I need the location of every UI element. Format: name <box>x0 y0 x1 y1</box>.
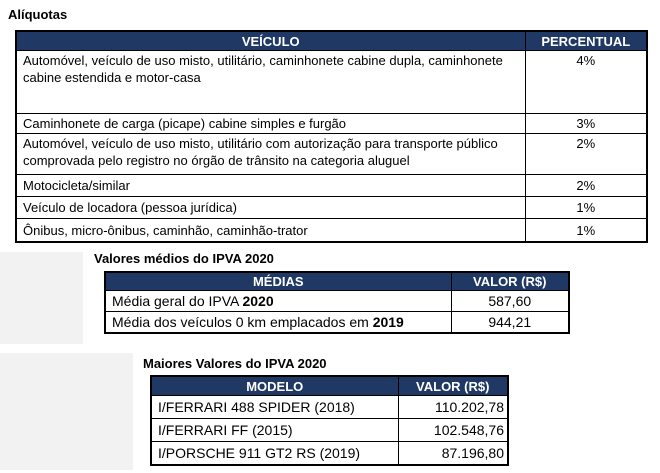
media-value-cell: 587,60 <box>451 291 569 312</box>
percent-cell: 3% <box>525 114 647 134</box>
maiores-valores-col-modelo: MODELO <box>151 376 398 396</box>
media-label-year: 2020 <box>242 293 274 309</box>
vehicle-cell: Ônibus, micro-ônibus, caminhão, caminhão-trator <box>16 219 525 243</box>
table-row <box>16 197 647 219</box>
media-label-text: Média dos veículos 0 km emplacados em <box>112 314 373 330</box>
model-cell: I/FERRARI 488 SPIDER (2018) <box>151 396 398 419</box>
model-cell: I/PORSCHE 911 GT2 RS (2019) <box>151 442 398 466</box>
aliquotas-header-row <box>16 31 647 51</box>
maiores-valores-title: Maiores Valores do IPVA 2020 <box>143 356 327 371</box>
table-row <box>16 134 647 175</box>
table-row <box>16 51 647 114</box>
model-cell: I/FERRARI FF (2015) <box>151 419 398 442</box>
valores-medios-table <box>104 271 570 334</box>
aliquotas-title: Alíquotas <box>8 7 68 22</box>
media-label-year: 2019 <box>372 314 404 330</box>
percent-cell: 2% <box>525 134 647 175</box>
percent-cell: 1% <box>525 219 647 243</box>
aliquotas-col-percentual: PERCENTUAL <box>525 31 647 51</box>
table-row <box>151 396 508 419</box>
aliquotas-col-veiculo: VEÍCULO <box>16 31 525 51</box>
maiores-valores-col-valor: VALOR (R$) <box>398 376 508 396</box>
maiores-valores-table <box>150 375 509 466</box>
table-row <box>105 291 569 312</box>
table-row <box>151 419 508 442</box>
media-value-cell: 944,21 <box>451 312 569 334</box>
aliquotas-table <box>15 30 648 243</box>
placeholder-block <box>0 252 83 344</box>
percent-cell: 2% <box>525 175 647 197</box>
table-row <box>16 114 647 134</box>
model-value-cell: 87.196,80 <box>398 442 508 466</box>
percent-cell: 1% <box>525 197 647 219</box>
table-row <box>16 219 647 243</box>
valores-medios-header-row <box>105 272 569 291</box>
model-value-cell: 110.202,78 <box>398 396 508 419</box>
media-label-text: Média geral do IPVA <box>112 293 243 309</box>
vehicle-cell: Automóvel, veículo de uso misto, utilitário com autorização para transporte público comprovada pelo registro no órgão de trânsito na categoria aluguel <box>16 134 525 175</box>
maiores-valores-header-row <box>151 376 508 396</box>
valores-medios-col-valor: VALOR (R$) <box>451 272 569 291</box>
table-row <box>16 175 647 197</box>
placeholder-block <box>0 353 133 470</box>
valores-medios-title: Valores médios do IPVA 2020 <box>94 251 274 266</box>
percent-cell: 4% <box>525 51 647 114</box>
vehicle-cell: Motocicleta/similar <box>16 175 525 197</box>
media-label-cell <box>105 291 451 312</box>
model-value-cell: 102.548,76 <box>398 419 508 442</box>
table-row <box>151 442 508 466</box>
vehicle-cell: Caminhonete de carga (picape) cabine simples e furgão <box>16 114 525 134</box>
valores-medios-col-medias: MÉDIAS <box>105 272 451 291</box>
table-row <box>105 312 569 334</box>
vehicle-cell: Veículo de locadora (pessoa jurídica) <box>16 197 525 219</box>
vehicle-cell: Automóvel, veículo de uso misto, utilitário, caminhonete cabine dupla, caminhonete cabine estendida e motor-casa <box>16 51 525 114</box>
media-label-cell <box>105 312 451 334</box>
